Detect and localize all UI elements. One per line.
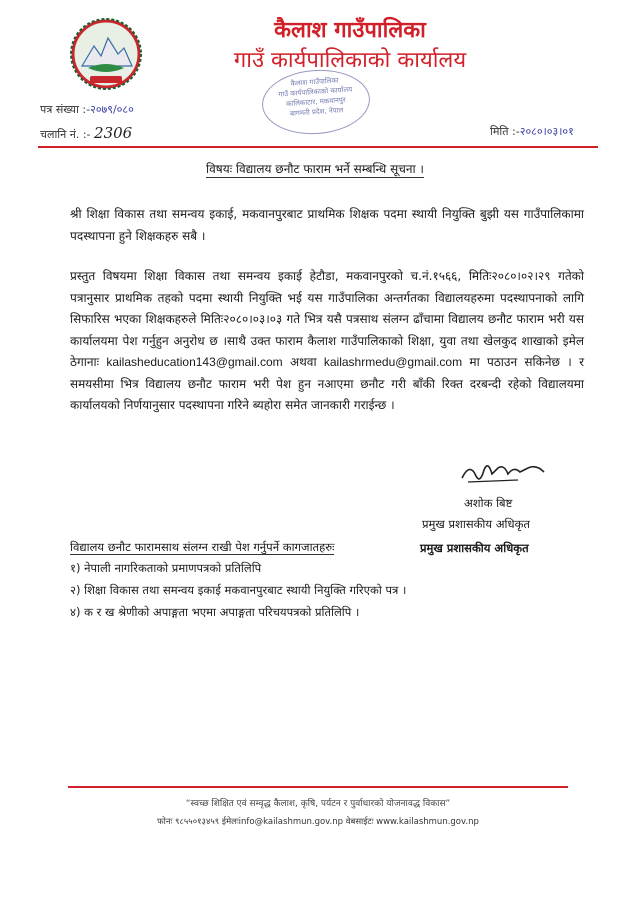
stamp-line: गाउँ कार्यपालिकाको कार्यालय xyxy=(278,85,353,99)
letter-date xyxy=(490,124,574,139)
addressee-paragraph: श्री शिक्षा विकास तथा समन्वय इकाई, मकवानपुरबाट प्राथमिक शिक्षक पदमा स्थायी नियुक्ति बुझी यस गाउँपालिकामा पदस्थापना हुने शिक्षकहरु सबै । xyxy=(70,207,584,243)
header-divider xyxy=(38,146,598,148)
stamp-line: बागमती प्रदेश, नेपाल xyxy=(289,106,344,118)
stamp-line: कैलाश गाउँपालिका xyxy=(290,76,339,88)
date-label: मिति :- xyxy=(490,125,520,138)
or-text: अथवा xyxy=(289,355,317,369)
main-paragraph xyxy=(70,266,584,417)
dispatch-label: चलानि नं. :- xyxy=(40,128,91,141)
education-email: kailasheducation143@gmail.com xyxy=(106,355,283,369)
main-paragraph-text: प्रस्तुत विषयमा शिक्षा विकास तथा समन्वय इकाई हेटौडा, मकवानपुरको च.नं.१५६६, मितिः२०८०।०२।२९ गतेको पत्रानुसार प्राथमिक तहको पदमा स्थायी नियुक्ति भई यस गाउँपालिका अन्तर्गतका विद्यालयहरुमा पदस्थापनाको लागि सिफारिस भएका शिक्षकहरुले मितिः२०८०।०३।०३ गते भित्र यसै पत्रसाथ संलग्न ढाँचामा विद्यालय छनौट फाराम भरी यस कार्यालयमा पेश गर्नुहुन अनुरोध छ ।साथै उक्त फाराम कैलाश गाउँपालिकाको शिक्षा, युवा तथा खेलकुद शाखाको इमेल ठेगानाः xyxy=(70,269,584,369)
nepal-emblem-icon xyxy=(68,16,144,92)
office-stamp xyxy=(260,66,372,137)
signature-mark-icon xyxy=(458,456,548,490)
office-name: कैलाश गाउँपालिका xyxy=(274,18,426,43)
dispatch-number xyxy=(40,124,132,142)
main-paragraph-tail: मा पठाउन सकिनेछ । र समयसीमा भित्र विद्यालय छनौट फाराम भरी पेश हुन नआएमा छनौट गरी बाँकी रिक्त दरबन्दी रहेको विद्यालयमा कार्यालयको निर्णयानुसार पदस्थापना गरिने ब्यहोरा समेत जानकारी गराईन्छ । xyxy=(70,355,584,412)
signer-name: अशोक बिष्ट xyxy=(464,496,513,510)
footer-divider xyxy=(68,786,568,788)
dispatch-value: 2306 xyxy=(94,124,133,142)
footer-contact: फोनः ९८५५०१३४५९ ईमेलःinfo@kailashmun.gov.np वेबसाईटः www.kailashmun.gov.np xyxy=(157,817,479,827)
signer-title: प्रमुख प्रशासकीय अधिकृत xyxy=(422,517,530,531)
documents-heading xyxy=(70,540,334,555)
reference-number xyxy=(40,102,134,117)
hr-email: kailashrmedu@gmail.com xyxy=(323,355,463,369)
subject-line xyxy=(120,160,510,177)
document-item: ४) क र ख श्रेणीको अपाङ्गता भएमा अपाङ्गता परिचयपत्रको प्रतिलिपि । xyxy=(70,605,360,619)
document-item: २) शिक्षा विकास तथा समन्वय इकाई मकवानपुरबाट स्थायी नियुक्ति गरिएको पत्र । xyxy=(70,583,407,597)
ref-label: पत्र संख्या :- xyxy=(40,103,91,116)
document-item: १) नेपाली नागरिकताको प्रमाणपत्रको प्रतिलिपि xyxy=(70,561,262,575)
footer-slogan: “स्वच्छ शिक्षित एवं सम्वृद्ध कैलाश, कृषि, पर्यटन र पुर्वाधारको योजनावद्ध विकास” xyxy=(185,799,451,809)
date-value: २०८०।०३।०१ xyxy=(519,125,574,138)
subject-text: विषयः विद्यालय छनौट फाराम भर्ने सम्बन्धि सूचना । xyxy=(206,162,424,176)
documents-heading-text: विद्यालय छनौट फारामसाथ संलग्न राखी पेश गर्नुपर्ने कागजातहरुः xyxy=(70,540,335,554)
signer-title-repeat: प्रमुख प्रशासकीय अधिकृत xyxy=(420,541,529,555)
office-title: गाउँ कार्यपालिकाको कार्यालय xyxy=(233,48,467,73)
stamp-line: कालिकाटार, मकवानपुर xyxy=(285,95,347,109)
ref-value: २०७९/०८० xyxy=(90,103,134,116)
